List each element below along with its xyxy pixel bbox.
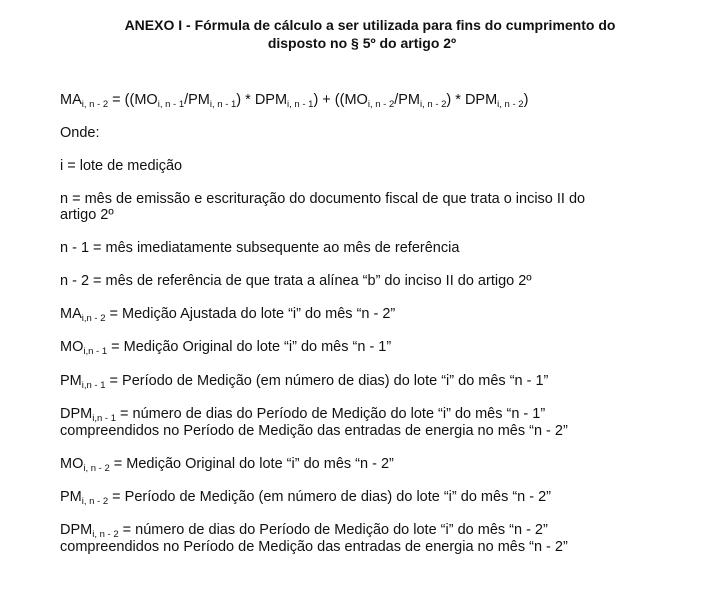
subscript: i,n - 1	[81, 380, 106, 391]
definition-text: = Medição Original do lote “i” do mês “n - 1”	[107, 339, 392, 355]
definition-n-line-2: artigo 2º	[60, 207, 114, 223]
formula	[60, 92, 528, 109]
definition-text: = número de dias do Período de Medição do lote “i” do mês “n - 2”	[118, 522, 548, 538]
symbol: MA	[60, 306, 82, 322]
definition-dpm-n-1-line-2: compreendidos no Período de Medição das entradas de energia no mês “n - 2”	[60, 423, 568, 439]
definition-n-minus-2: n - 2 = mês de referência de que trata a alínea “b” do inciso II do artigo 2º	[60, 273, 532, 289]
definition-n-minus-1: n - 1 = mês imediatamente subsequente ao mês de referência	[60, 240, 460, 256]
definition-text: = Medição Ajustada do lote “i” do mês “n - 2”	[105, 306, 396, 322]
symbol: DPM	[60, 522, 93, 538]
subscript: i,n - 1	[83, 346, 108, 357]
formula-lhs-subscript: i, n - 2	[81, 99, 109, 110]
formula-subscript: i, n - 1	[287, 99, 314, 110]
annex-title-line-2: disposto no § 5º do artigo 2º	[267, 35, 457, 51]
definition-mo-n-2	[60, 456, 394, 473]
annex-title-line-1: ANEXO I - Fórmula de cálculo a ser utilizada para fins do cumprimento do	[124, 17, 616, 33]
formula-subscript: i, n - 2	[420, 99, 447, 110]
formula-part: /PM	[184, 92, 210, 108]
subscript: i, n - 2	[92, 529, 119, 540]
definition-text: = Período de Medição (em número de dias) do lote “i” do mês “n - 2”	[108, 489, 552, 505]
formula-subscript: i, n - 1	[157, 99, 185, 110]
formula-lhs: MA	[60, 92, 82, 108]
definition-text: = Período de Medição (em número de dias) do lote “i” do mês “n - 1”	[105, 373, 549, 389]
symbol: DPM	[60, 406, 93, 422]
definition-pm-n-1	[60, 373, 548, 390]
definition-i: i = lote de medição	[60, 158, 183, 174]
formula-part: = ((MO	[108, 92, 158, 108]
subscript: i,n - 1	[92, 413, 116, 424]
symbol: MO	[60, 456, 84, 472]
formula-part: ) * DPM	[236, 92, 288, 108]
onde-label: Onde:	[60, 125, 100, 141]
definition-dpm-n-2-line-1	[60, 522, 548, 539]
definition-ma	[60, 306, 395, 323]
formula-part: )	[523, 92, 529, 108]
definition-dpm-n-2-line-2: compreendidos no Período de Medição das entradas de energia no mês “n - 2”	[60, 539, 568, 555]
symbol: PM	[60, 489, 82, 505]
formula-part: ) + ((MO	[313, 92, 368, 108]
subscript: i, n - 2	[83, 463, 110, 474]
subscript: i, n - 2	[81, 496, 109, 507]
definition-pm-n-2	[60, 489, 551, 506]
definition-n-line-1: n = mês de emissão e escrituração do documento fiscal de que trata o inciso II do	[60, 191, 586, 207]
subscript: i,n - 2	[81, 313, 106, 324]
formula-subscript: i, n - 1	[209, 99, 237, 110]
symbol: MO	[60, 339, 84, 355]
definition-mo-n-1	[60, 339, 391, 356]
formula-part: ) * DPM	[446, 92, 498, 108]
definition-text: = número de dias do Período de Medição do lote “i” do mês “n - 1”	[116, 406, 546, 422]
formula-subscript: i, n - 2	[367, 99, 395, 110]
formula-subscript: i, n - 2	[497, 99, 524, 110]
formula-part: /PM	[394, 92, 421, 108]
definition-dpm-n-1-line-1	[60, 406, 545, 423]
symbol: PM	[60, 373, 82, 389]
definition-text: = Medição Original do lote “i” do mês “n - 2”	[109, 456, 394, 472]
